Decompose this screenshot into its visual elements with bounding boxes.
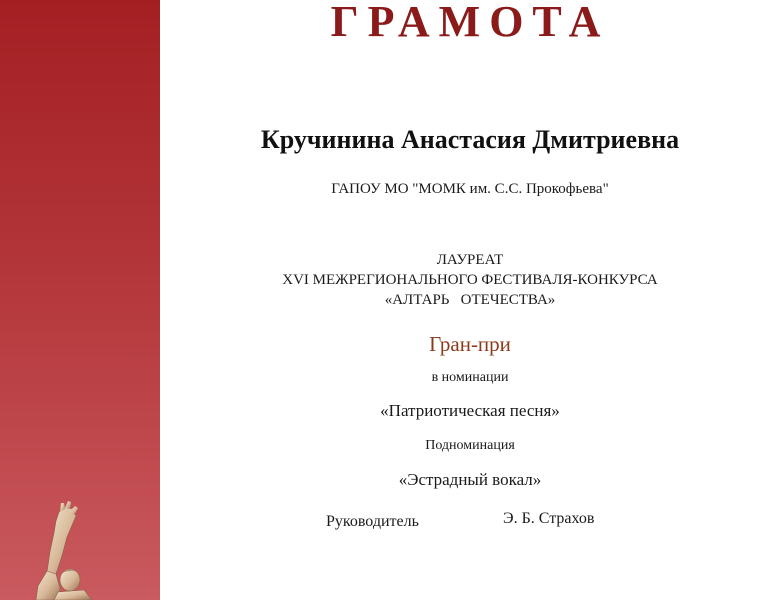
decorative-sidebar bbox=[0, 0, 160, 600]
certificate-title: ГРАМОТА bbox=[330, 0, 610, 46]
award-title: Гран-при bbox=[429, 332, 511, 356]
subnomination-name: «Эстрадный вокал» bbox=[398, 470, 542, 489]
recipient-name: Кручинина Анастасия Дмитриевна bbox=[260, 125, 680, 154]
subnomination-label: Подноминация bbox=[425, 438, 515, 453]
nomination-name: «Патриотическая песня» bbox=[380, 401, 560, 420]
leader-name: Э. Б. Страхов bbox=[503, 510, 595, 527]
festival-name: XVI МЕЖРЕГИОНАЛЬНОГО ФЕСТИВАЛЯ-КОНКУРСА bbox=[282, 272, 658, 288]
nomination-label: в номинации bbox=[431, 370, 509, 385]
statue-raised-arm-icon bbox=[0, 0, 160, 600]
festival-title: «АЛТАРЬ ОТЕЧЕСТВА» bbox=[384, 292, 556, 308]
laureate-title: ЛАУРЕАТ bbox=[436, 252, 504, 268]
institution-name: ГАПОУ МО "МОМК им. С.С. Прокофьева" bbox=[331, 181, 609, 197]
laureate-block bbox=[160, 250, 780, 310]
leader-label: Руководитель bbox=[326, 513, 419, 530]
certificate-body bbox=[160, 0, 780, 600]
